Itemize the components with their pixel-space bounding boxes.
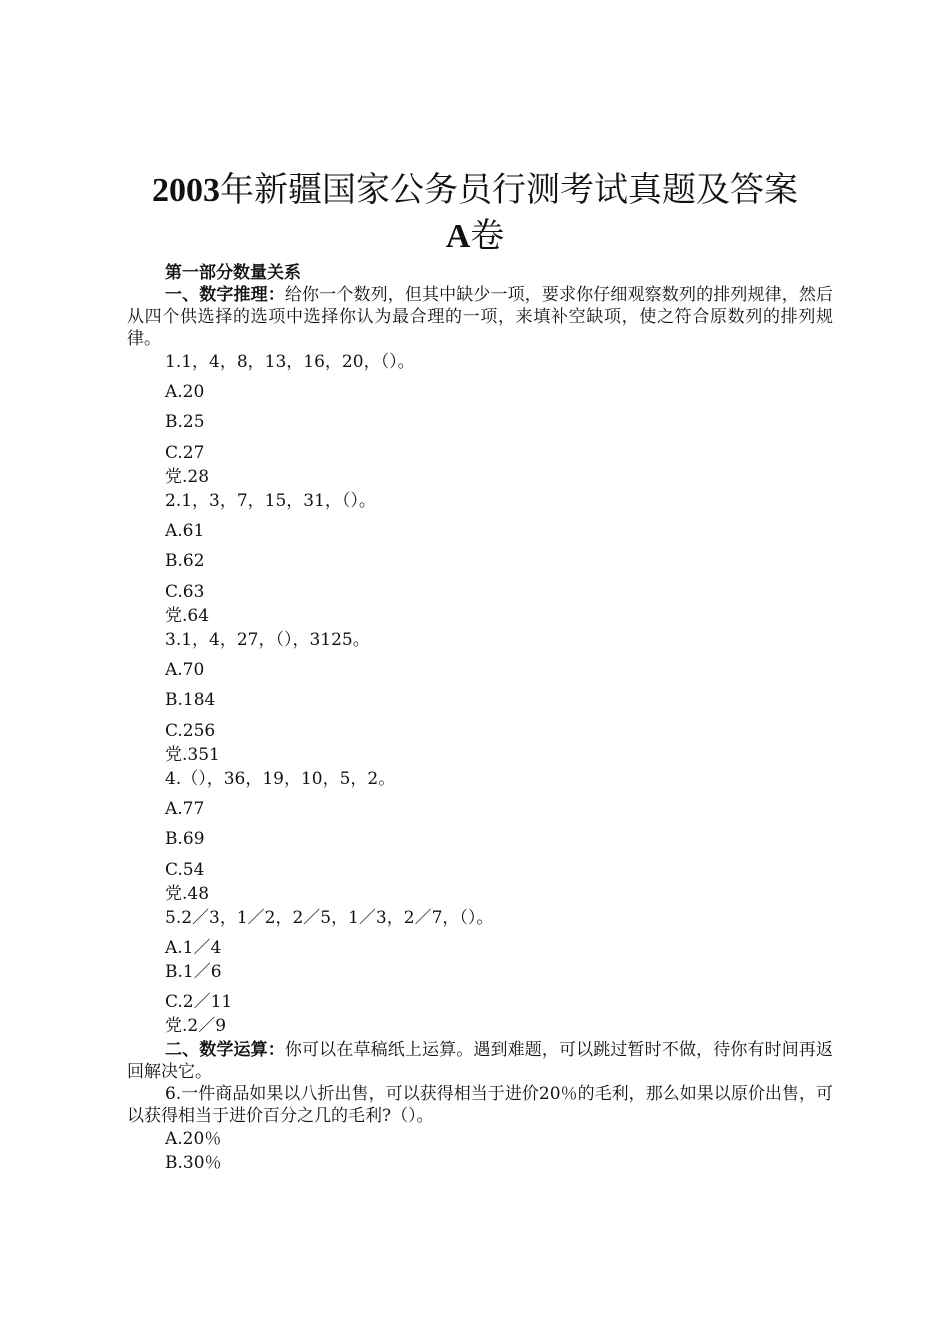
- section1-text: 给你一个数列，但其中缺少一项，要求你仔细观察数列的排列规律，然后从四个供选择的选项中选择你认为最合理的一项，来填补空缺项，使之符合原数列的排列规律。: [127, 285, 833, 349]
- title-text: 年新疆国家公务员行测考试真题及答案: [220, 170, 798, 210]
- title-letter: A: [445, 218, 471, 255]
- option-b: B.25: [165, 412, 205, 432]
- option-b: B.62: [165, 551, 205, 571]
- option-d: 党.48: [165, 884, 210, 904]
- option-b: B.69: [165, 829, 205, 849]
- option-a: A.1／4: [165, 938, 222, 958]
- option-d: 党.28: [165, 467, 210, 487]
- section1-label: 一、数字推理：: [165, 285, 285, 305]
- option-c: C.63: [165, 582, 205, 602]
- question-stem: 3.1，4，27，（），3125。: [165, 630, 370, 650]
- option-c: C.54: [165, 860, 205, 880]
- option-d: 党.2／9: [165, 1016, 227, 1036]
- option-a: A.20: [165, 382, 205, 402]
- option-d: 党.64: [165, 606, 210, 626]
- part-heading: 第一部分数量关系: [165, 263, 301, 283]
- option-c: C.27: [165, 443, 205, 463]
- option-a: A.77: [165, 799, 205, 819]
- question-stem: 4.（），36，19，10，5，2。: [165, 769, 396, 789]
- section1-paragraph: [127, 284, 833, 350]
- option-b: B.1／6: [165, 962, 222, 982]
- option-a: A.20％: [165, 1129, 222, 1149]
- title-year: 2003: [152, 172, 220, 209]
- section2-text: 你可以在草稿纸上运算。遇到难题，可以跳过暂时不做，待你有时间再返回解决它。: [127, 1040, 833, 1082]
- document-title-line1: [0, 170, 950, 211]
- section2-label: 二、数学运算：: [165, 1040, 285, 1060]
- option-c: C.256: [165, 721, 216, 741]
- question6-stem: 6.一件商品如果以八折出售，可以获得相当于进价20％的毛利，那么如果以原价出售，可以获得相当于进价百分之几的毛利?（）。: [127, 1084, 833, 1126]
- option-b: B.184: [165, 690, 216, 710]
- option-a: A.61: [165, 521, 205, 541]
- question-stem: 2.1，3，7，15，31，（）。: [165, 491, 376, 511]
- question-stem: 1.1，4，8，13，16，20，（）。: [165, 352, 415, 372]
- option-b: B.30％: [165, 1153, 222, 1173]
- section2-paragraph: [127, 1039, 833, 1083]
- option-d: 党.351: [165, 745, 220, 765]
- document-title-line2: [0, 216, 950, 257]
- title-suffix: 卷: [470, 216, 505, 256]
- question-stem: 5.2／3，1／2，2／5，1／3，2／7，（）。: [165, 908, 494, 928]
- option-a: A.70: [165, 660, 205, 680]
- option-c: C.2／11: [165, 992, 233, 1012]
